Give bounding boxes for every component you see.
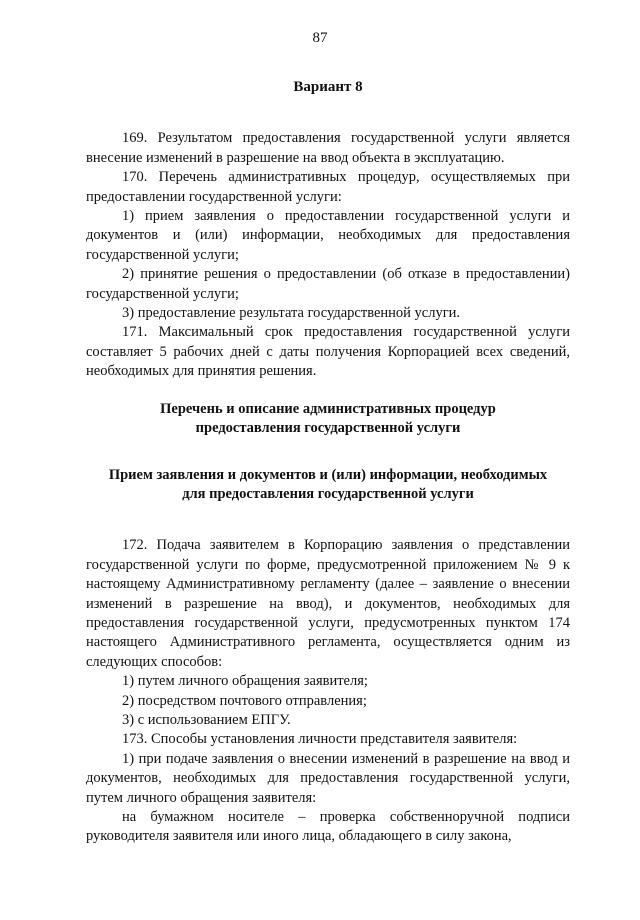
paragraph-169: 169. Результатом предоставления государственной услуги является внесение изменений в разрешение на ввод объекта в эксплуатацию. — [86, 130, 570, 166]
page-number: 87 — [312, 30, 328, 46]
paragraph-172: 172. Подача заявителем в Корпорацию заявления о представлении государственной услуги по форме, предусмотренной приложением № 9 к настоящему Административному регламенту (далее – заявление о внесении изменений в разрешение на ввод), и документов, необходимых для предоставления государственной услуги, предусмотренных пунктом 174 настоящего Административного регламента, осуществляется одним из следующих способов: — [86, 537, 570, 670]
subsection-heading-line1: Прием заявления и документов и (или) информации, необходимых — [108, 466, 548, 483]
paragraph-173: 173. Способы установления личности представителя заявителя: — [122, 731, 518, 748]
list-item-3: 3) предоставление результата государственной услуги. — [122, 305, 461, 322]
subsection-heading-line2: для предоставления государственной услуги — [182, 485, 474, 502]
paragraph-170: 170. Перечень административных процедур, осуществляемых при предоставлении государственной услуги: — [86, 169, 570, 205]
submission-method-3: 3) с использованием ЕПГУ. — [122, 711, 291, 728]
paragraph-171: 171. Максимальный срок предоставления государственной услуги составляет 5 рабочих дней с даты получения Корпорацией всех сведений, необходимых для принятия решения. — [86, 324, 570, 380]
submission-method-1: 1) путем личного обращения заявителя; — [122, 673, 368, 690]
variant-title: Вариант 8 — [293, 79, 363, 95]
document-body — [86, 78, 570, 847]
section-heading-line2: предоставления государственной услуги — [195, 420, 461, 437]
paper-medium-paragraph: на бумажном носителе – проверка собственноручной подписи руководителя заявителя или иного лица, обладающего в силу закона, — [86, 809, 570, 845]
identity-method-1: 1) при подаче заявления о внесении изменений в разрешение на ввод и документов, необходимых для предоставления государственной услуги, путем личного обращения заявителя: — [86, 750, 570, 806]
subsection-heading — [86, 466, 570, 505]
section-heading-line1: Перечень и описание административных процедур — [160, 400, 496, 417]
section-heading — [86, 400, 570, 439]
list-item-1: 1) прием заявления о предоставлении государственной услуги и документов и (или) информации, необходимых для предоставления государственной услуги; — [86, 208, 570, 263]
list-item-2: 2) принятие решения о предоставлении (об отказе в предоставлении) государственной услуги; — [86, 266, 570, 302]
submission-method-2: 2) посредством почтового отправления; — [122, 692, 367, 709]
